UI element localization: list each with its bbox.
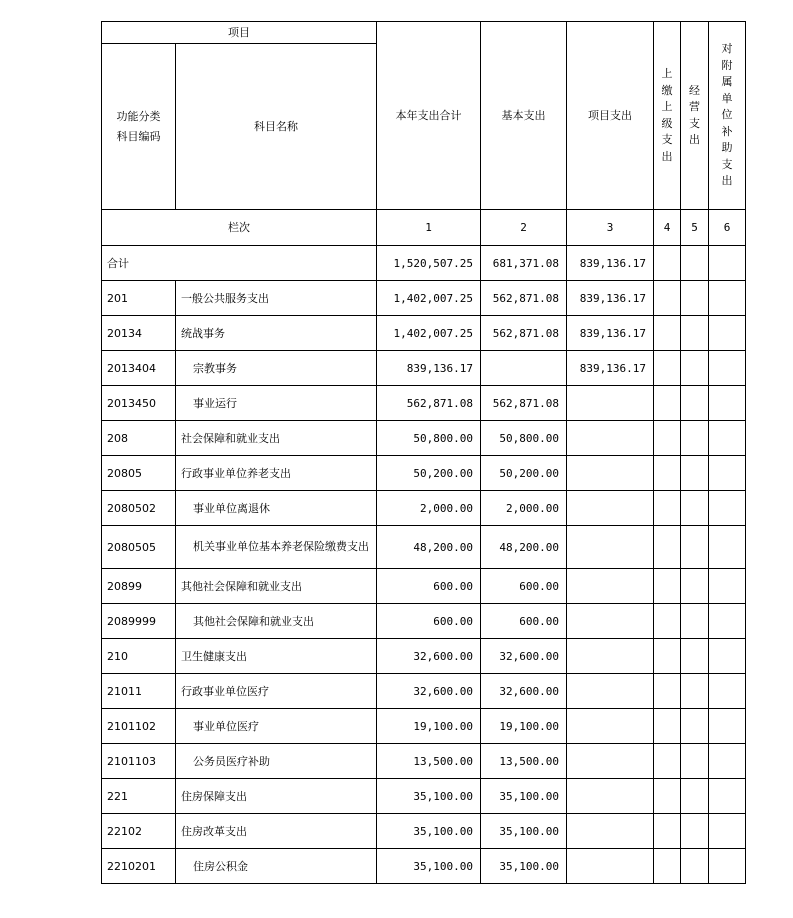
table-row <box>102 316 746 351</box>
upper-amount <box>654 456 681 491</box>
project-amount <box>567 849 654 884</box>
subsidy-amount <box>709 421 746 456</box>
header-row-top <box>102 22 746 44</box>
basic-amount: 48,200.00 <box>481 526 567 569</box>
subject-code: 2210201 <box>102 849 176 884</box>
subsidy-amount <box>709 709 746 744</box>
project-amount <box>567 526 654 569</box>
total-amount: 32,600.00 <box>377 639 481 674</box>
subsidy-amount <box>709 351 746 386</box>
subject-code: 221 <box>102 779 176 814</box>
header-code: 功能分类 科目编码 <box>102 44 176 210</box>
subject-code: 2013450 <box>102 386 176 421</box>
subject-name: 行政事业单位医疗 <box>176 674 377 709</box>
subject-name: 事业单位离退休 <box>176 491 377 526</box>
subject-code: 2101102 <box>102 709 176 744</box>
subject-name: 行政事业单位养老支出 <box>176 456 377 491</box>
total-amount: 839,136.17 <box>377 351 481 386</box>
operating-amount <box>681 351 709 386</box>
budget-expenditure-table <box>101 21 746 884</box>
total-amount: 32,600.00 <box>377 674 481 709</box>
total-amount: 2,000.00 <box>377 491 481 526</box>
col-index: 5 <box>681 210 709 246</box>
subject-name: 住房保障支出 <box>176 779 377 814</box>
operating-amount <box>681 316 709 351</box>
index-row <box>102 210 746 246</box>
table-row <box>102 709 746 744</box>
subsidy-amount <box>709 316 746 351</box>
operating-amount <box>681 709 709 744</box>
project-amount <box>567 674 654 709</box>
subject-code: 22102 <box>102 814 176 849</box>
project-amount: 839,136.17 <box>567 246 654 281</box>
project-amount <box>567 779 654 814</box>
upper-amount <box>654 744 681 779</box>
operating-amount <box>681 849 709 884</box>
subject-name: 住房改革支出 <box>176 814 377 849</box>
header-upper: 上 缴 上 级 支 出 <box>654 22 681 210</box>
col-index: 2 <box>481 210 567 246</box>
basic-amount: 35,100.00 <box>481 779 567 814</box>
table-row <box>102 674 746 709</box>
row-label: 栏次 <box>102 210 377 246</box>
subject-name: 其他社会保障和就业支出 <box>176 569 377 604</box>
table-row <box>102 526 746 569</box>
basic-amount: 600.00 <box>481 604 567 639</box>
subject-name: 卫生健康支出 <box>176 639 377 674</box>
upper-amount <box>654 674 681 709</box>
subsidy-amount <box>709 744 746 779</box>
project-amount <box>567 456 654 491</box>
total-amount: 19,100.00 <box>377 709 481 744</box>
subject-code: 208 <box>102 421 176 456</box>
total-amount: 600.00 <box>377 604 481 639</box>
subject-name: 一般公共服务支出 <box>176 281 377 316</box>
header-operating: 经 营 支 出 <box>681 22 709 210</box>
operating-amount <box>681 281 709 316</box>
upper-amount <box>654 491 681 526</box>
subject-code: 20805 <box>102 456 176 491</box>
upper-amount <box>654 709 681 744</box>
operating-amount <box>681 386 709 421</box>
basic-amount: 32,600.00 <box>481 639 567 674</box>
basic-amount: 50,200.00 <box>481 456 567 491</box>
header-name: 科目名称 <box>176 44 377 210</box>
upper-amount <box>654 526 681 569</box>
basic-amount <box>481 351 567 386</box>
basic-amount: 19,100.00 <box>481 709 567 744</box>
upper-amount <box>654 421 681 456</box>
upper-amount <box>654 281 681 316</box>
project-amount: 839,136.17 <box>567 281 654 316</box>
table-row <box>102 604 746 639</box>
total-amount: 35,100.00 <box>377 779 481 814</box>
subsidy-amount <box>709 604 746 639</box>
operating-amount <box>681 246 709 281</box>
upper-amount <box>654 604 681 639</box>
header-total: 本年支出合计 <box>377 22 481 210</box>
total-amount: 1,402,007.25 <box>377 281 481 316</box>
project-amount <box>567 709 654 744</box>
table-row <box>102 569 746 604</box>
basic-amount: 600.00 <box>481 569 567 604</box>
subsidy-amount <box>709 674 746 709</box>
table-row <box>102 421 746 456</box>
table-row <box>102 351 746 386</box>
basic-amount: 13,500.00 <box>481 744 567 779</box>
subject-name: 机关事业单位基本养老保险缴费支出 <box>176 526 377 569</box>
operating-amount <box>681 421 709 456</box>
total-amount: 1,520,507.25 <box>377 246 481 281</box>
project-amount <box>567 386 654 421</box>
col-index: 3 <box>567 210 654 246</box>
total-amount: 50,800.00 <box>377 421 481 456</box>
project-amount <box>567 569 654 604</box>
total-amount: 13,500.00 <box>377 744 481 779</box>
subject-code: 20134 <box>102 316 176 351</box>
operating-amount <box>681 674 709 709</box>
project-amount <box>567 491 654 526</box>
subsidy-amount <box>709 456 746 491</box>
operating-amount <box>681 526 709 569</box>
upper-amount <box>654 849 681 884</box>
subject-name: 住房公积金 <box>176 849 377 884</box>
upper-amount <box>654 316 681 351</box>
subject-code: 2080505 <box>102 526 176 569</box>
operating-amount <box>681 491 709 526</box>
upper-amount <box>654 569 681 604</box>
subsidy-amount <box>709 814 746 849</box>
table-row <box>102 491 746 526</box>
upper-amount <box>654 814 681 849</box>
header-subsidy: 对 附 属 单 位 补 助 支 出 <box>709 22 746 210</box>
basic-amount: 562,871.08 <box>481 281 567 316</box>
total-amount: 48,200.00 <box>377 526 481 569</box>
table-row <box>102 456 746 491</box>
project-amount <box>567 744 654 779</box>
basic-amount: 35,100.00 <box>481 814 567 849</box>
basic-amount: 35,100.00 <box>481 849 567 884</box>
table-row <box>102 281 746 316</box>
header-project: 项目支出 <box>567 22 654 210</box>
basic-amount: 562,871.08 <box>481 386 567 421</box>
upper-amount <box>654 351 681 386</box>
project-amount: 839,136.17 <box>567 351 654 386</box>
operating-amount <box>681 456 709 491</box>
upper-amount <box>654 639 681 674</box>
col-index: 6 <box>709 210 746 246</box>
header-group-project: 项目 <box>102 22 377 44</box>
subject-code: 20899 <box>102 569 176 604</box>
table-row <box>102 779 746 814</box>
header-basic: 基本支出 <box>481 22 567 210</box>
subsidy-amount <box>709 569 746 604</box>
col-index: 1 <box>377 210 481 246</box>
subsidy-amount <box>709 779 746 814</box>
basic-amount: 562,871.08 <box>481 316 567 351</box>
project-amount: 839,136.17 <box>567 316 654 351</box>
upper-amount <box>654 386 681 421</box>
operating-amount <box>681 779 709 814</box>
project-amount <box>567 604 654 639</box>
subsidy-amount <box>709 526 746 569</box>
project-amount <box>567 639 654 674</box>
subsidy-amount <box>709 639 746 674</box>
operating-amount <box>681 814 709 849</box>
subject-code: 2080502 <box>102 491 176 526</box>
table-row <box>102 814 746 849</box>
subject-name: 统战事务 <box>176 316 377 351</box>
subject-code: 201 <box>102 281 176 316</box>
operating-amount <box>681 744 709 779</box>
subsidy-amount <box>709 281 746 316</box>
basic-amount: 2,000.00 <box>481 491 567 526</box>
total-amount: 1,402,007.25 <box>377 316 481 351</box>
subject-name: 事业运行 <box>176 386 377 421</box>
subject-code: 2089999 <box>102 604 176 639</box>
subsidy-amount <box>709 849 746 884</box>
subject-name: 社会保障和就业支出 <box>176 421 377 456</box>
upper-amount <box>654 246 681 281</box>
subject-name: 公务员医疗补助 <box>176 744 377 779</box>
subject-code: 2013404 <box>102 351 176 386</box>
total-amount: 50,200.00 <box>377 456 481 491</box>
basic-amount: 50,800.00 <box>481 421 567 456</box>
upper-amount <box>654 779 681 814</box>
basic-amount: 681,371.08 <box>481 246 567 281</box>
subject-code: 21011 <box>102 674 176 709</box>
table-row <box>102 849 746 884</box>
table-row <box>102 386 746 421</box>
total-amount: 35,100.00 <box>377 849 481 884</box>
table-body <box>102 246 746 884</box>
col-index: 4 <box>654 210 681 246</box>
operating-amount <box>681 569 709 604</box>
total-amount: 600.00 <box>377 569 481 604</box>
subject-code: 2101103 <box>102 744 176 779</box>
basic-amount: 32,600.00 <box>481 674 567 709</box>
operating-amount <box>681 604 709 639</box>
total-row <box>102 246 746 281</box>
total-amount: 35,100.00 <box>377 814 481 849</box>
subsidy-amount <box>709 386 746 421</box>
table-row <box>102 639 746 674</box>
subsidy-amount <box>709 246 746 281</box>
total-amount: 562,871.08 <box>377 386 481 421</box>
total-label: 合计 <box>102 246 377 281</box>
subject-name: 宗教事务 <box>176 351 377 386</box>
subject-code: 210 <box>102 639 176 674</box>
project-amount <box>567 814 654 849</box>
project-amount <box>567 421 654 456</box>
subject-name: 其他社会保障和就业支出 <box>176 604 377 639</box>
operating-amount <box>681 639 709 674</box>
subsidy-amount <box>709 491 746 526</box>
subject-name: 事业单位医疗 <box>176 709 377 744</box>
table-row <box>102 744 746 779</box>
